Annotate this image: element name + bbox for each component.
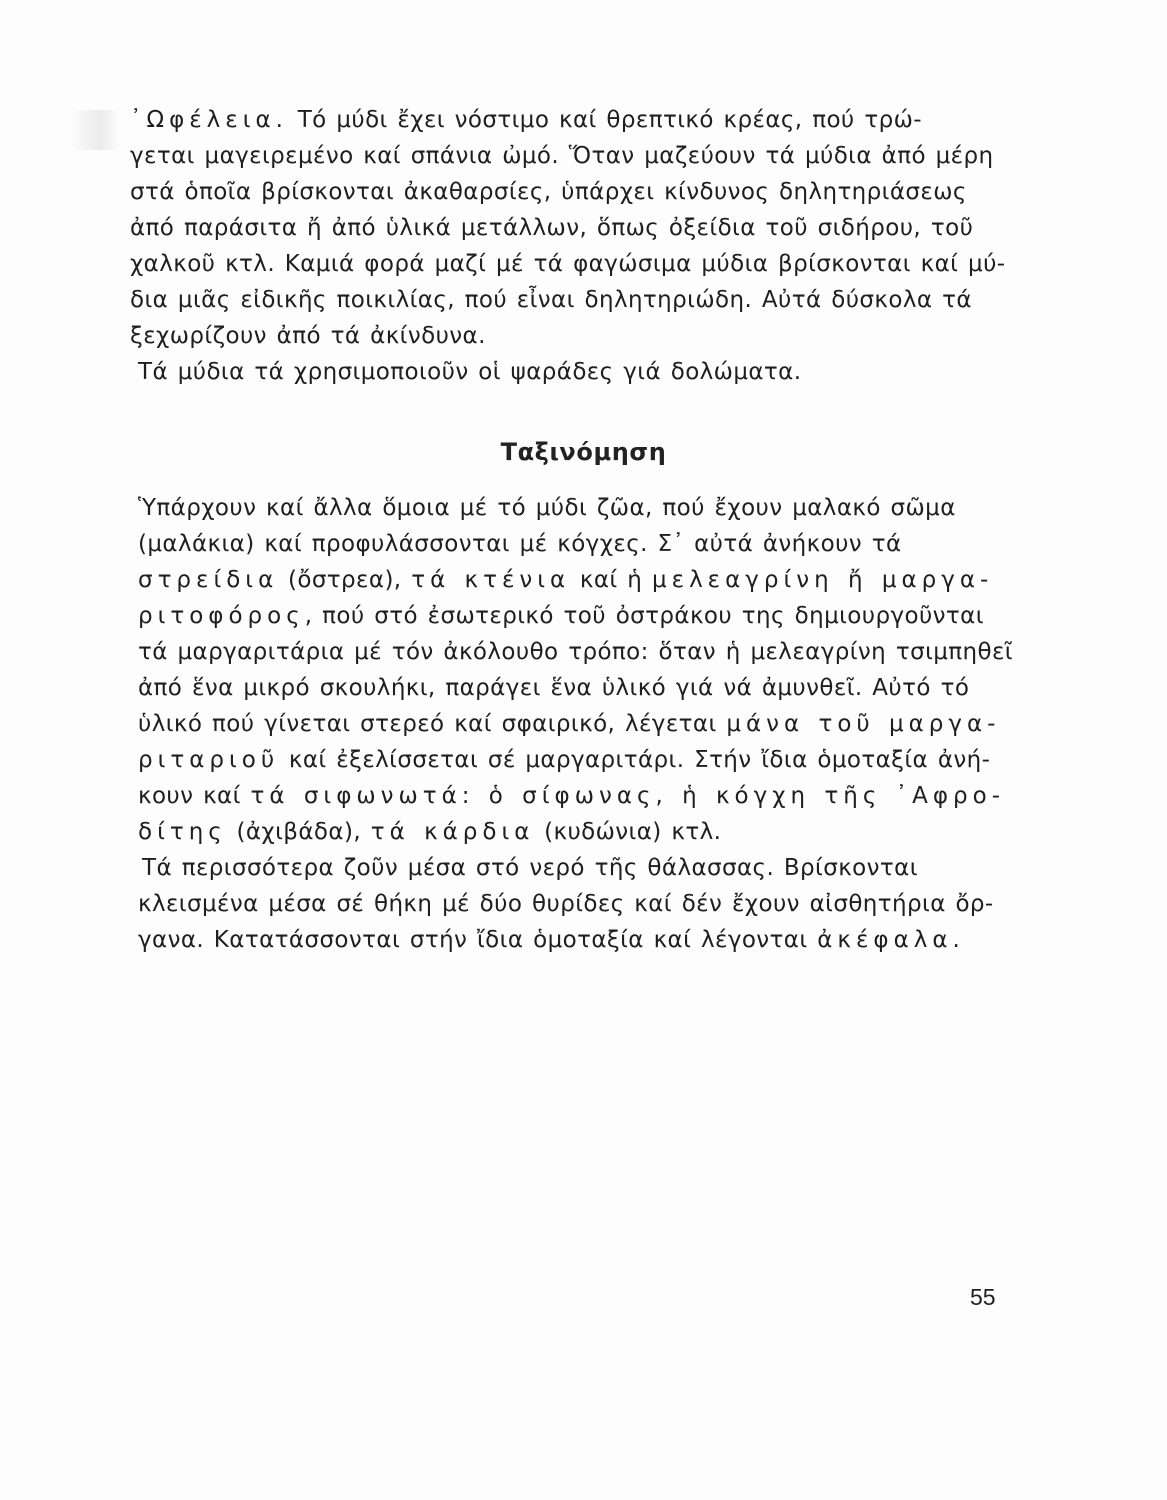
line-text: (ἀχιβάδα), xyxy=(226,819,371,845)
paragraph-line xyxy=(138,634,1013,670)
taxinomisi-paragraph xyxy=(138,490,1013,958)
spaced-term: ριταριοῦ xyxy=(138,747,280,773)
line-text: (κυδώνια) κτλ. xyxy=(534,819,722,845)
page-number: 55 xyxy=(970,1284,996,1310)
line-text: Τά περισσότερα ζοῦν μέσα στό νερό τῆς θάλασσας. Βρίσκονται xyxy=(142,855,918,881)
paragraph-line: Τά μύδια τά χρησιμοποιοῦν οἱ ψαράδες γιά δολώματα. xyxy=(138,359,802,385)
paragraph-line xyxy=(138,526,1008,562)
paragraph-line xyxy=(138,850,1008,886)
spaced-term: τά σιφωνωτά: ὁ σίφωνας, ἡ κόγχη τῆς ᾿Αφρο- xyxy=(250,783,1006,809)
line-text: ὑλικό πού γίνεται στερεό καί σφαιρικό, λέγεται xyxy=(138,711,727,737)
line-text: Ὑπάρχουν καί ἄλλα ὅμοια μέ τό μύδι ζῶα, πού ἔχουν μαλακό σῶμα xyxy=(138,495,956,521)
line-text: (μαλάκια) καί προφυλάσσονται μέ κόγχες. Σ᾿ αὐτά ἀνήκουν τά xyxy=(138,531,902,557)
paragraph-line: δια μιᾶς εἰδικῆς ποικιλίας, πού εἶναι δηλητηριώδη. Αὐτά δύσκολα τά xyxy=(130,287,972,313)
paragraph-line: γεται μαγειρεμένο καί σπάνια ὠμό. Ὅταν μαζεύουν τά μύδια ἀπό μέρη xyxy=(130,143,994,169)
paragraph-line xyxy=(138,742,1008,778)
scan-shadow xyxy=(70,110,120,150)
line-text: καί ἐξελίσσεται σέ μαργαριτάρι. Στήν ἴδια ὁμοταξία ἀνή- xyxy=(279,747,991,773)
line-text: τά μαργαριτάρια μέ τόν ἀκόλουθο τρόπο: ὅταν ἡ μελεαγρίνη τσιμπηθεῖ xyxy=(138,639,1013,665)
paragraph-line xyxy=(138,562,1008,598)
line-text: καί ἡ xyxy=(570,567,652,593)
term-ofeleia: ᾿Ωφέλεια. xyxy=(130,107,288,133)
paragraph-line xyxy=(138,922,1008,958)
spaced-term: τά κτένια xyxy=(411,567,571,593)
paragraph-line: ξεχωρίζουν ἀπό τά ἀκίνδυνα. xyxy=(130,323,486,349)
spaced-term: μελεαγρίνη ἤ μαργα- xyxy=(652,567,994,593)
line-text: ἀπό ἕνα μικρό σκουλήκι, παράγει ἕνα ὑλικό γιά νά ἀμυνθεῖ. Αὐτό τό xyxy=(138,675,970,701)
paragraph-line xyxy=(130,102,1010,138)
paragraph-line xyxy=(138,490,1008,526)
spaced-term: ἀκέφαλα. xyxy=(817,927,965,953)
paragraph-line xyxy=(138,778,1008,814)
line-text: κλεισμένα μέσα σέ θήκη μέ δύο θυρίδες καί δέν ἔχουν αἰσθητήρια ὄρ- xyxy=(138,891,994,917)
paragraph-line: ἀπό παράσιτα ἤ ἀπό ὑλικά μετάλλων, ὅπως ὀξείδια τοῦ σιδήρου, τοῦ xyxy=(130,215,974,241)
paragraph-line: χαλκοῦ κτλ. Καμιά φορά μαζί μέ τά φαγώσιμα μύδια βρίσκονται καί μύ- xyxy=(130,251,1006,277)
line-text: κουν καί xyxy=(138,783,251,809)
section-heading: Ταξινόμηση xyxy=(500,438,667,466)
line-text: , πού στό ἐσωτερικό τοῦ ὀστράκου της δημιουργοῦνται xyxy=(304,603,984,629)
paragraph-line: στά ὁποῖα βρίσκονται ἀκαθαρσίες, ὑπάρχει κίνδυνος δηλητηριάσεως xyxy=(130,179,967,205)
spaced-term: τά κάρδια xyxy=(370,819,535,845)
spaced-term: στρείδια xyxy=(138,567,279,593)
line-text: Τό μύδι ἔχει νόστιμο καί θρεπτικό κρέας, πού τρώ- xyxy=(287,107,922,133)
line-text: (ὄστρεα), xyxy=(278,567,412,593)
line-text: γανα. Κατατάσσονται στήν ἴδια ὁμοταξία καί λέγονται xyxy=(138,927,818,953)
paragraph-line xyxy=(138,598,1008,634)
paragraph-line xyxy=(138,886,1008,922)
paragraph-line xyxy=(138,706,1008,742)
paragraph-line xyxy=(138,670,1008,706)
spaced-term: ριτοφόρος xyxy=(138,603,305,629)
spaced-term: δίτης xyxy=(138,819,227,845)
ofeleia-paragraph xyxy=(130,102,1010,390)
spaced-term: μάνα τοῦ μαργα- xyxy=(726,711,1001,737)
paragraph-line xyxy=(138,814,1008,850)
